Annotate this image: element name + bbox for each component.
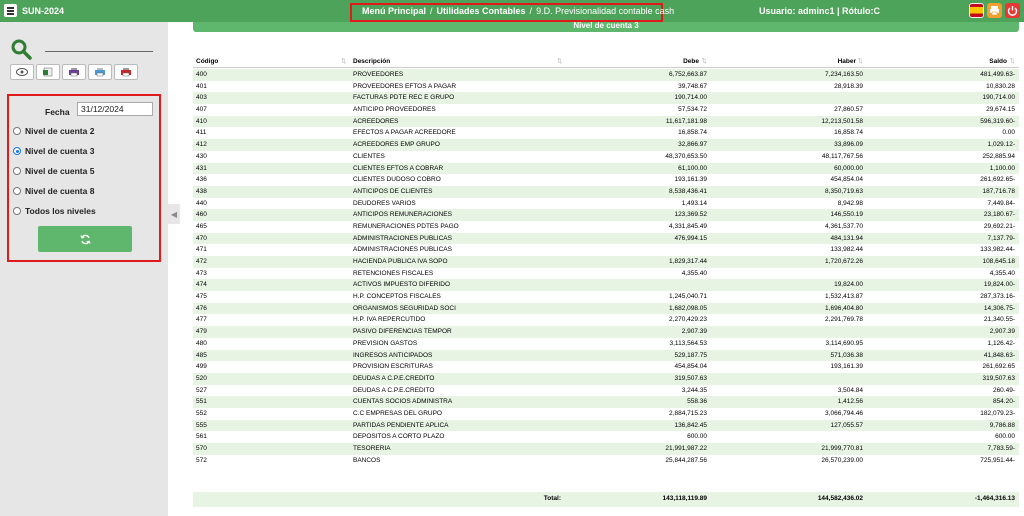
cell-saldo: 41,848.63- bbox=[983, 351, 1015, 359]
table-row[interactable] bbox=[193, 81, 1019, 93]
export-excel-icon[interactable] bbox=[36, 64, 60, 80]
cell-descripcion: HACIENDA PUBLICA IVA SOPO bbox=[353, 258, 448, 265]
cell-saldo: 21,340.55- bbox=[983, 316, 1015, 324]
table-row[interactable] bbox=[193, 127, 1019, 139]
cell-codigo: 460 bbox=[196, 211, 207, 219]
cell-saldo: 29,674.15 bbox=[986, 106, 1015, 114]
table-total-row bbox=[193, 492, 1019, 507]
table-body bbox=[193, 69, 1019, 466]
cell-saldo: 4,355.40 bbox=[989, 269, 1015, 277]
table-row[interactable] bbox=[193, 385, 1019, 397]
cell-descripcion: DEPOSITOS A CORTO PLAZO bbox=[353, 433, 445, 441]
cell-codigo: 471 bbox=[196, 246, 207, 254]
cell-debe: 454,854.04 bbox=[674, 363, 707, 371]
cell-saldo: 187,716.78 bbox=[982, 187, 1015, 195]
cell-saldo: 108,645.18 bbox=[982, 258, 1015, 265]
cell-descripcion: ADMINISTRACIONES PUBLICAS bbox=[353, 234, 452, 242]
table-row[interactable] bbox=[193, 268, 1019, 280]
cell-debe: 61,100.00 bbox=[678, 164, 707, 172]
cell-codigo: 555 bbox=[196, 421, 207, 429]
cell-saldo: 23,180.67- bbox=[983, 211, 1015, 219]
printer-icon[interactable] bbox=[987, 3, 1002, 18]
cell-debe: 529,187.75 bbox=[674, 351, 707, 359]
cell-codigo: 472 bbox=[196, 258, 207, 265]
cell-haber: 7,234,163.50 bbox=[825, 71, 863, 78]
cell-descripcion: CLIENTES bbox=[353, 152, 385, 160]
cell-debe: 25,844,287.56 bbox=[665, 456, 707, 464]
radio-todos[interactable] bbox=[13, 206, 96, 216]
col-haber[interactable]: Haber bbox=[837, 58, 856, 65]
breadcrumb-current: 9.D. Previsionalidad contable cash bbox=[536, 6, 675, 16]
cell-haber: 3,504.84 bbox=[837, 386, 863, 394]
cell-debe: 4,355.40 bbox=[681, 269, 707, 277]
table-row[interactable] bbox=[193, 174, 1019, 186]
cell-descripcion: TESORERIA bbox=[353, 445, 391, 452]
cell-codigo: 473 bbox=[196, 269, 207, 277]
table-row[interactable] bbox=[193, 291, 1019, 303]
radio-label: Nivel de cuenta 8 bbox=[25, 186, 95, 196]
radio-button[interactable] bbox=[13, 167, 21, 175]
cell-codigo: 440 bbox=[196, 199, 207, 207]
sort-icon[interactable]: ⇅ bbox=[701, 58, 707, 65]
cell-codigo: 430 bbox=[196, 152, 207, 160]
cell-debe: 57,534.72 bbox=[678, 106, 707, 114]
cell-saldo: 10,830.28 bbox=[986, 82, 1015, 90]
cell-saldo: 252,885.94 bbox=[982, 152, 1015, 160]
cell-codigo: 436 bbox=[196, 176, 207, 184]
cell-debe: 21,991,987.22 bbox=[665, 445, 707, 452]
app-name: SUN-2024 bbox=[22, 6, 65, 16]
cell-debe: 39,748.67 bbox=[678, 82, 707, 90]
cell-descripcion: EFECTOS A PAGAR ACREEDORE bbox=[353, 129, 456, 137]
radio-nivel-5[interactable] bbox=[13, 166, 94, 176]
cell-codigo: 465 bbox=[196, 222, 207, 230]
cell-descripcion: C.C EMPRESAS DEL GRUPO bbox=[353, 409, 442, 417]
cell-haber: 12,213,501.58 bbox=[821, 117, 863, 125]
cell-debe: 32,866.97 bbox=[678, 141, 707, 149]
search-icon[interactable] bbox=[10, 38, 34, 67]
cell-haber: 571,036.38 bbox=[830, 351, 863, 359]
cell-codigo: 438 bbox=[196, 187, 207, 195]
table-row[interactable] bbox=[193, 221, 1019, 233]
cell-codigo: 411 bbox=[196, 129, 207, 137]
table-row[interactable] bbox=[193, 209, 1019, 221]
table-row[interactable] bbox=[193, 151, 1019, 163]
cell-saldo: 725,951.44- bbox=[980, 456, 1015, 464]
print-preview-icon[interactable] bbox=[88, 64, 112, 80]
cell-codigo: 552 bbox=[196, 409, 207, 417]
cell-haber: 60,000.00 bbox=[834, 164, 863, 172]
table-row[interactable] bbox=[193, 314, 1019, 326]
table-header bbox=[193, 56, 1019, 68]
power-icon[interactable] bbox=[1005, 3, 1020, 18]
cell-haber: 2,291,769.78 bbox=[825, 316, 863, 324]
cell-debe: 1,829,317.44 bbox=[669, 258, 707, 265]
cell-descripcion: PARTIDAS PENDIENTE APLICA bbox=[353, 421, 449, 429]
cell-codigo: 401 bbox=[196, 82, 207, 90]
hamburger-menu-icon[interactable] bbox=[4, 4, 17, 17]
table-row[interactable] bbox=[193, 455, 1019, 467]
cell-descripcion: FACTURAS PDTE REC E GRUPO bbox=[353, 94, 455, 102]
cell-descripcion: PROVEEDORES EFTOS A PAGAR bbox=[353, 82, 457, 90]
cell-haber: 33,896.09 bbox=[834, 141, 863, 149]
cell-haber: 1,696,404.80 bbox=[825, 304, 863, 312]
cell-codigo: 561 bbox=[196, 433, 207, 441]
cell-descripcion: ANTICIPOS DE CLIENTES bbox=[353, 187, 433, 195]
collapse-sidebar-chevron-icon[interactable]: ◀ bbox=[168, 204, 180, 224]
cell-codigo: 572 bbox=[196, 456, 207, 464]
cell-haber: 3,114,690.95 bbox=[825, 339, 863, 347]
cell-descripcion: DEUDAS A C.P.E.CREDITO bbox=[353, 386, 435, 394]
col-saldo[interactable]: Saldo bbox=[989, 58, 1007, 65]
cell-debe: 3,113,564.53 bbox=[669, 339, 707, 347]
table-row[interactable] bbox=[193, 408, 1019, 420]
table-row[interactable] bbox=[193, 350, 1019, 362]
table-row[interactable] bbox=[193, 163, 1019, 175]
cell-saldo: 854.20- bbox=[992, 398, 1015, 406]
sort-icon[interactable]: ⇅ bbox=[557, 58, 563, 65]
cell-haber: 26,570,239.00 bbox=[821, 456, 863, 464]
filter-panel bbox=[7, 94, 161, 262]
radio-nivel-8[interactable] bbox=[13, 186, 94, 196]
cell-codigo: 470 bbox=[196, 234, 207, 242]
cell-codigo: 551 bbox=[196, 398, 207, 406]
breadcrumb bbox=[350, 3, 675, 22]
cell-haber: 484,131.94 bbox=[830, 234, 863, 242]
cell-saldo: 7,449.84- bbox=[987, 199, 1015, 207]
cell-descripcion: CUENTAS SOCIOS ADMINISTRA bbox=[353, 398, 453, 406]
cell-debe: 4,331,845.49 bbox=[669, 222, 707, 230]
cell-descripcion: H.P. IVA REPERCUTIDO bbox=[353, 316, 426, 324]
cell-saldo: 1,126.42- bbox=[987, 339, 1015, 347]
cell-debe: 558.36 bbox=[687, 398, 707, 406]
cell-codigo: 474 bbox=[196, 281, 207, 289]
cell-saldo: 7,783.59- bbox=[987, 445, 1015, 452]
col-codigo[interactable]: Código bbox=[196, 58, 219, 65]
cell-haber: 1,412.56 bbox=[837, 398, 863, 406]
cell-descripcion: ANTICIPO PROVEEDORES bbox=[353, 106, 436, 114]
total-debe: 143,118,119.89 bbox=[662, 495, 707, 502]
cell-saldo: 287,373.16- bbox=[980, 293, 1015, 301]
fecha-input[interactable]: 31/12/2024 bbox=[77, 102, 153, 116]
table-row[interactable] bbox=[193, 396, 1019, 408]
cell-descripcion: PROVEEDORES bbox=[353, 71, 404, 78]
cell-descripcion: H.P. CONCEPTOS FISCALES bbox=[353, 293, 441, 301]
cell-descripcion: ACREEDORES EMP GRUPO bbox=[353, 141, 440, 149]
sort-icon[interactable]: ⇅ bbox=[341, 58, 347, 65]
cell-codigo: 475 bbox=[196, 293, 207, 301]
cell-debe: 1,493.14 bbox=[681, 199, 707, 207]
cell-codigo: 407 bbox=[196, 106, 207, 114]
radio-button[interactable] bbox=[13, 127, 21, 135]
radio-label: Nivel de cuenta 3 bbox=[25, 146, 95, 156]
sort-icon[interactable]: ⇅ bbox=[857, 58, 863, 65]
cell-codigo: 520 bbox=[196, 374, 207, 382]
table-row[interactable] bbox=[193, 92, 1019, 104]
fecha-label: Fecha bbox=[45, 107, 70, 117]
sidebar bbox=[0, 22, 168, 516]
section-title: Nivel de cuenta 3 bbox=[193, 22, 1019, 32]
table-row[interactable] bbox=[193, 116, 1019, 128]
cell-codigo: 485 bbox=[196, 351, 207, 359]
table-row[interactable] bbox=[193, 279, 1019, 291]
cell-haber: 28,918.39 bbox=[834, 82, 863, 90]
cell-descripcion: PROVISION ESCRITURAS bbox=[353, 363, 433, 371]
cell-saldo: 481,499.63- bbox=[980, 71, 1015, 78]
breadcrumb-separator: / bbox=[430, 6, 433, 16]
cell-codigo: 400 bbox=[196, 71, 207, 78]
cell-descripcion: CLIENTES DUDOSO COBRO bbox=[353, 176, 441, 184]
radio-label: Nivel de cuenta 2 bbox=[25, 126, 95, 136]
cell-saldo: 190,714.00 bbox=[982, 94, 1015, 102]
cell-saldo: 182,079.23- bbox=[980, 409, 1015, 417]
breadcrumb-separator: / bbox=[529, 6, 533, 16]
cell-haber: 127,055.57 bbox=[830, 421, 863, 429]
cell-descripcion: DEUDAS A C.P.E.CREDITO bbox=[353, 374, 435, 382]
cell-saldo: 261,692.65 bbox=[982, 363, 1015, 371]
cell-descripcion: PASIVO DIFERENCIAS TEMPOR bbox=[353, 328, 452, 336]
cell-saldo: 14,306.75- bbox=[983, 304, 1015, 312]
radio-button-selected[interactable] bbox=[13, 147, 21, 155]
export-pdf-icon[interactable] bbox=[114, 64, 138, 80]
cell-codigo: 479 bbox=[196, 328, 207, 336]
cell-debe: 2,884,715.23 bbox=[669, 409, 707, 417]
cell-debe: 2,907.39 bbox=[681, 328, 707, 336]
breadcrumb-menu-principal[interactable]: Menú Principal bbox=[362, 6, 427, 16]
cell-descripcion: ANTICIPOS REMUNERACIONES bbox=[353, 211, 452, 219]
cell-saldo: 7,137.79- bbox=[987, 234, 1015, 242]
cell-debe: 8,538,436.41 bbox=[669, 187, 707, 195]
table-row[interactable] bbox=[193, 256, 1019, 268]
cell-debe: 193,161.39 bbox=[674, 176, 707, 184]
radio-nivel-2[interactable] bbox=[13, 126, 94, 136]
cell-debe: 319,507.63 bbox=[674, 374, 707, 382]
col-debe[interactable]: Debe bbox=[683, 58, 699, 65]
cell-saldo: 29,692.21- bbox=[983, 222, 1015, 230]
table-row[interactable] bbox=[193, 69, 1019, 81]
cell-codigo: 412 bbox=[196, 141, 207, 149]
table-row[interactable] bbox=[193, 233, 1019, 245]
cell-codigo: 477 bbox=[196, 316, 207, 324]
cell-descripcion: BANCOS bbox=[353, 456, 381, 464]
cell-debe: 1,682,098.05 bbox=[669, 304, 707, 312]
cell-haber: 3,066,794.46 bbox=[825, 409, 863, 417]
cell-haber: 193,161.39 bbox=[830, 363, 863, 371]
cell-haber: 19,824.00 bbox=[834, 281, 863, 289]
cell-haber: 4,361,537.70 bbox=[825, 222, 863, 230]
cell-descripcion: ADMINISTRACIONES PUBLICAS bbox=[353, 246, 452, 254]
cell-descripcion: ACREEDORES bbox=[353, 117, 399, 125]
radio-label: Todos los niveles bbox=[25, 206, 96, 216]
cell-saldo: 260.49- bbox=[992, 386, 1015, 394]
cell-haber: 48,117,767.56 bbox=[821, 152, 863, 160]
cell-haber: 16,858.74 bbox=[834, 129, 863, 137]
cell-haber: 1,720,672.26 bbox=[825, 258, 863, 265]
table-row[interactable] bbox=[193, 326, 1019, 338]
total-label: Total: bbox=[543, 495, 561, 502]
cell-debe: 123,369.52 bbox=[674, 211, 707, 219]
cell-descripcion: DEUDORES VARIOS bbox=[353, 199, 416, 207]
table-row[interactable] bbox=[193, 431, 1019, 443]
search-input[interactable] bbox=[45, 51, 153, 52]
cell-descripcion: ORGANISMOS SEGURIDAD SOCI bbox=[353, 304, 456, 312]
sort-icon[interactable]: ⇅ bbox=[1009, 58, 1015, 65]
cell-descripcion: RETENCIONES FISCALES bbox=[353, 269, 434, 277]
cell-codigo: 410 bbox=[196, 117, 207, 125]
table-row[interactable] bbox=[193, 373, 1019, 385]
cell-haber: 8,350,719.63 bbox=[825, 187, 863, 195]
total-saldo: -1,464,316.13 bbox=[974, 495, 1015, 502]
radio-label: Nivel de cuenta 5 bbox=[25, 166, 95, 176]
view-eye-icon[interactable] bbox=[10, 64, 34, 80]
cell-debe: 11,617,181.98 bbox=[665, 117, 707, 125]
print-icon[interactable] bbox=[62, 64, 86, 80]
radio-nivel-3[interactable] bbox=[13, 146, 94, 156]
cell-debe: 6,752,663.87 bbox=[669, 71, 707, 78]
cell-saldo: 0.00 bbox=[1002, 129, 1015, 137]
cell-saldo: 2,907.39 bbox=[989, 328, 1015, 336]
cell-codigo: 570 bbox=[196, 445, 207, 452]
table-row[interactable] bbox=[193, 139, 1019, 151]
cell-saldo: 596,319.60- bbox=[980, 117, 1015, 125]
col-descripcion[interactable]: Descripción bbox=[353, 58, 391, 65]
cell-saldo: 133,982.44- bbox=[980, 246, 1015, 254]
cell-saldo: 261,692.65- bbox=[980, 176, 1015, 184]
cell-haber: 146,550.19 bbox=[830, 211, 863, 219]
cell-debe: 600.00 bbox=[687, 433, 707, 441]
table-row[interactable] bbox=[193, 186, 1019, 198]
table-row[interactable] bbox=[193, 198, 1019, 210]
cell-saldo: 19,824.00- bbox=[983, 281, 1015, 289]
cell-haber: 133,982.44 bbox=[830, 246, 863, 254]
cell-debe: 476,994.15 bbox=[674, 234, 707, 242]
table-row[interactable] bbox=[193, 303, 1019, 315]
cell-debe: 2,270,429.23 bbox=[669, 316, 707, 324]
cell-descripcion: ACTIVOS IMPUESTO DIFERIDO bbox=[353, 281, 451, 289]
cell-saldo: 600.00 bbox=[995, 433, 1015, 441]
refresh-button[interactable] bbox=[38, 226, 132, 252]
table-row[interactable] bbox=[193, 104, 1019, 116]
cell-codigo: 476 bbox=[196, 304, 207, 312]
cell-debe: 48,370,653.50 bbox=[665, 152, 707, 160]
user-info: Usuario: adminc1 | Rótulo:C bbox=[759, 6, 881, 16]
refresh-icon bbox=[80, 234, 91, 245]
table-row[interactable] bbox=[193, 443, 1019, 455]
cell-codigo: 480 bbox=[196, 339, 207, 347]
breadcrumb-utilidades[interactable]: Utilidades Contables bbox=[436, 6, 526, 16]
top-bar bbox=[0, 0, 1024, 22]
cell-haber: 21,999,770.81 bbox=[821, 445, 863, 452]
cell-haber: 1,532,413.87 bbox=[825, 293, 863, 301]
table-row[interactable] bbox=[193, 244, 1019, 256]
table-row[interactable] bbox=[193, 361, 1019, 373]
cell-codigo: 499 bbox=[196, 363, 207, 371]
cell-saldo: 9,786.88 bbox=[989, 421, 1015, 429]
cell-descripcion: PREVISION GASTOS bbox=[353, 339, 418, 347]
cell-haber: 27,860.57 bbox=[834, 106, 863, 114]
cell-debe: 16,858.74 bbox=[678, 129, 707, 137]
cell-debe: 190,714.00 bbox=[674, 94, 707, 102]
cell-debe: 3,244.35 bbox=[681, 386, 707, 394]
cell-descripcion: INGRESOS ANTICIPADOS bbox=[353, 351, 433, 359]
radio-button[interactable] bbox=[13, 187, 21, 195]
cell-codigo: 431 bbox=[196, 164, 207, 172]
cell-saldo: 1,029.12- bbox=[987, 141, 1015, 149]
cell-descripcion: REMUNERACIONES PDTES PAGO bbox=[353, 222, 459, 230]
cell-codigo: 403 bbox=[196, 94, 207, 102]
cell-saldo: 1,100.00 bbox=[989, 164, 1015, 172]
radio-button[interactable] bbox=[13, 207, 21, 215]
total-haber: 144,582,436.02 bbox=[817, 495, 863, 502]
cell-debe: 136,842.45 bbox=[674, 421, 707, 429]
spain-flag-icon[interactable] bbox=[969, 3, 984, 18]
table-row[interactable] bbox=[193, 420, 1019, 432]
cell-haber: 454,854.04 bbox=[830, 176, 863, 184]
table-row[interactable] bbox=[193, 338, 1019, 350]
cell-debe: 1,245,040.71 bbox=[669, 293, 707, 301]
cell-saldo: 319,507.63 bbox=[982, 374, 1015, 382]
cell-descripcion: CLIENTES EFTOS A COBRAR bbox=[353, 164, 444, 172]
cell-codigo: 527 bbox=[196, 386, 207, 394]
cell-haber: 8,942.98 bbox=[837, 199, 863, 207]
